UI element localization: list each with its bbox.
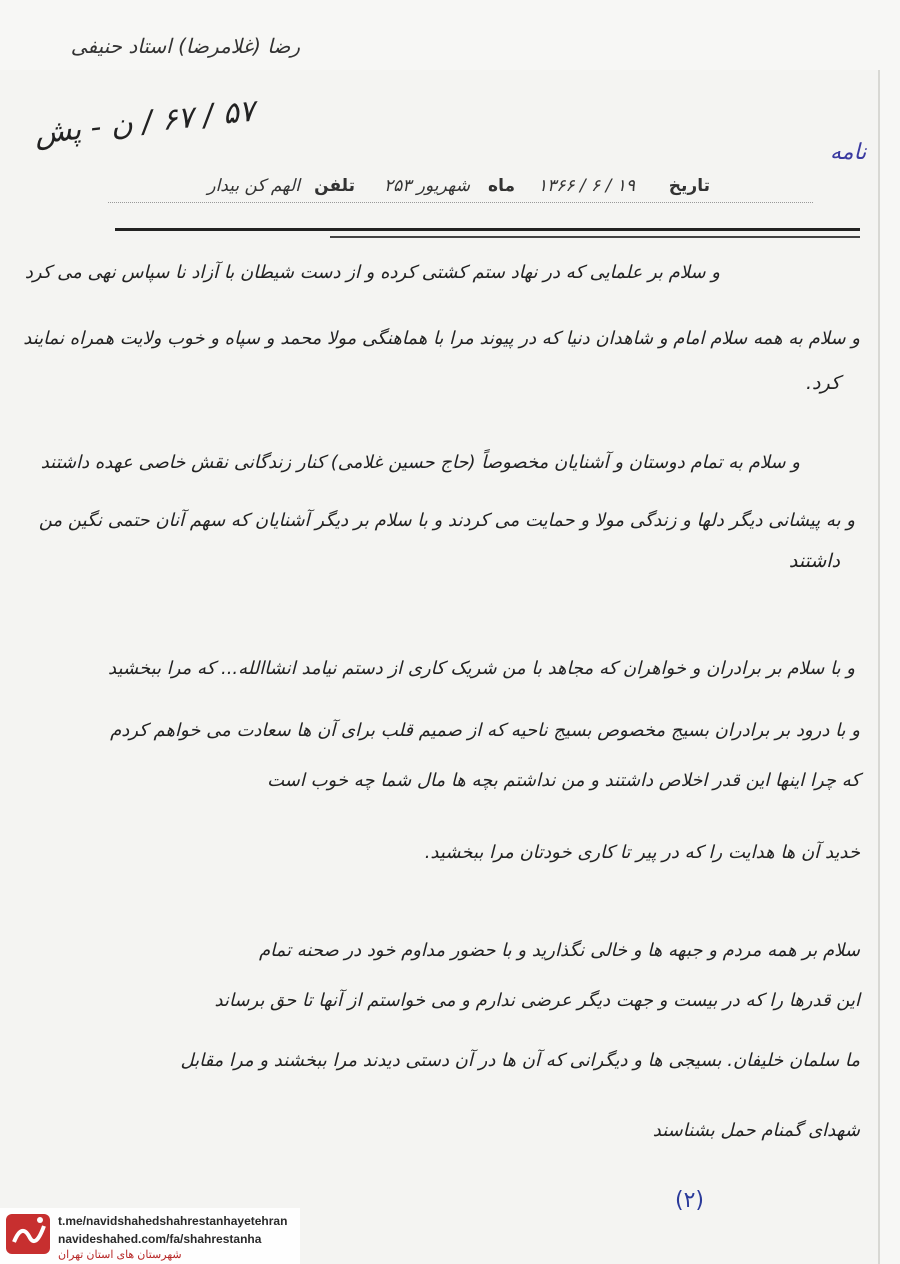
header-divider-thick bbox=[115, 228, 860, 231]
page-number: (۲) bbox=[675, 1188, 704, 1213]
letter-line: و سلام بر علمایی که در نهاد ستم کشتی کرده و از دست شیطان با آزاد نا سپاس نهی می کرد bbox=[24, 262, 720, 283]
letter-line: و سلام به تمام دوستان و آشنایان مخصوصاً (حاج حسین غلامی) کنار زندگانی نقش خاصی عهده داشتند bbox=[40, 452, 800, 473]
margin-note: نامه bbox=[830, 140, 867, 165]
letter-header bbox=[170, 176, 710, 202]
letter-line: کرد. bbox=[805, 372, 840, 394]
watermark-site-link: navideshahed.com/fa/shahrestanha bbox=[58, 1232, 262, 1246]
letter-line: که چرا اینها این قدر اخلاص داشتند و من نداشتم بچه ها مال شما چه خوب است bbox=[267, 770, 860, 791]
reference-number: ۵۷ / ۶۷ / ن - پش bbox=[32, 93, 257, 152]
letter-line: خدید آن ها هدایت را که در پیر تا کاری خودتان مرا ببخشید. bbox=[424, 842, 860, 863]
letter-line: داشتند bbox=[788, 550, 840, 572]
date-label: تاریخ bbox=[668, 176, 710, 196]
phone-label: تلفن bbox=[314, 176, 355, 196]
letter-line: و با سلام بر برادران و خواهران که مجاهد با من شریک کاری از دستم نیامد انشاالله... که مرا ببخشید bbox=[108, 658, 855, 679]
navid-shahed-logo bbox=[4, 1208, 54, 1260]
phone-value: الهم کن بیدار bbox=[207, 176, 300, 196]
letter-line: و به پیشانی دیگر دلها و زندگی مولا و حمایت می کردند و با سلام بر دیگر آشنایان که سهم آنان حتمی نگین من bbox=[38, 510, 855, 531]
header-divider-thin bbox=[330, 236, 860, 238]
letter-line: سلام بر همه مردم و جبهه ها و خالی نگذارید و با حضور مداوم خود در صحنه تمام bbox=[259, 940, 860, 961]
watermark-subtitle: شهرستان های استان تهران bbox=[58, 1249, 182, 1261]
header-dotted-line bbox=[108, 202, 813, 203]
watermark bbox=[0, 1208, 300, 1264]
letter-line: شهدای گمنام حمل بشناسند bbox=[652, 1120, 860, 1141]
month-label: ماه bbox=[488, 176, 515, 196]
watermark-telegram-link: t.me/navidshahedshahrestanhayetehran bbox=[58, 1214, 288, 1228]
letter-line: و سلام به همه سلام امام و شاهدان دنیا که در پیوند مرا با هماهنگی مولا محمد و سپاه و خوب ولایت همراه نمایند bbox=[23, 328, 860, 349]
letter-line: این قدرها را که در بیست و جهت دیگر عرضی ندارم و می خواستم از آنها تا حق برساند bbox=[214, 990, 860, 1011]
top-name-note: رضا (غلامرضا) استاد حنیفی bbox=[70, 34, 300, 58]
letter-line: و با درود بر برادران بسیج مخصوص بسیج ناحیه که از صمیم قلب برای آن ها سعادت می خواهم کردم bbox=[110, 720, 860, 741]
month-value: شهریور ۲۵۳ bbox=[384, 176, 470, 196]
date-value: ۱۹ / ۶ / ۱۳۶۶ bbox=[537, 176, 635, 196]
letter-line: ما سلمان خلیفان. بسیجی ها و دیگرانی که آن ها در آن دستی دیدند مرا ببخشند و مرا مقابل bbox=[180, 1050, 860, 1071]
